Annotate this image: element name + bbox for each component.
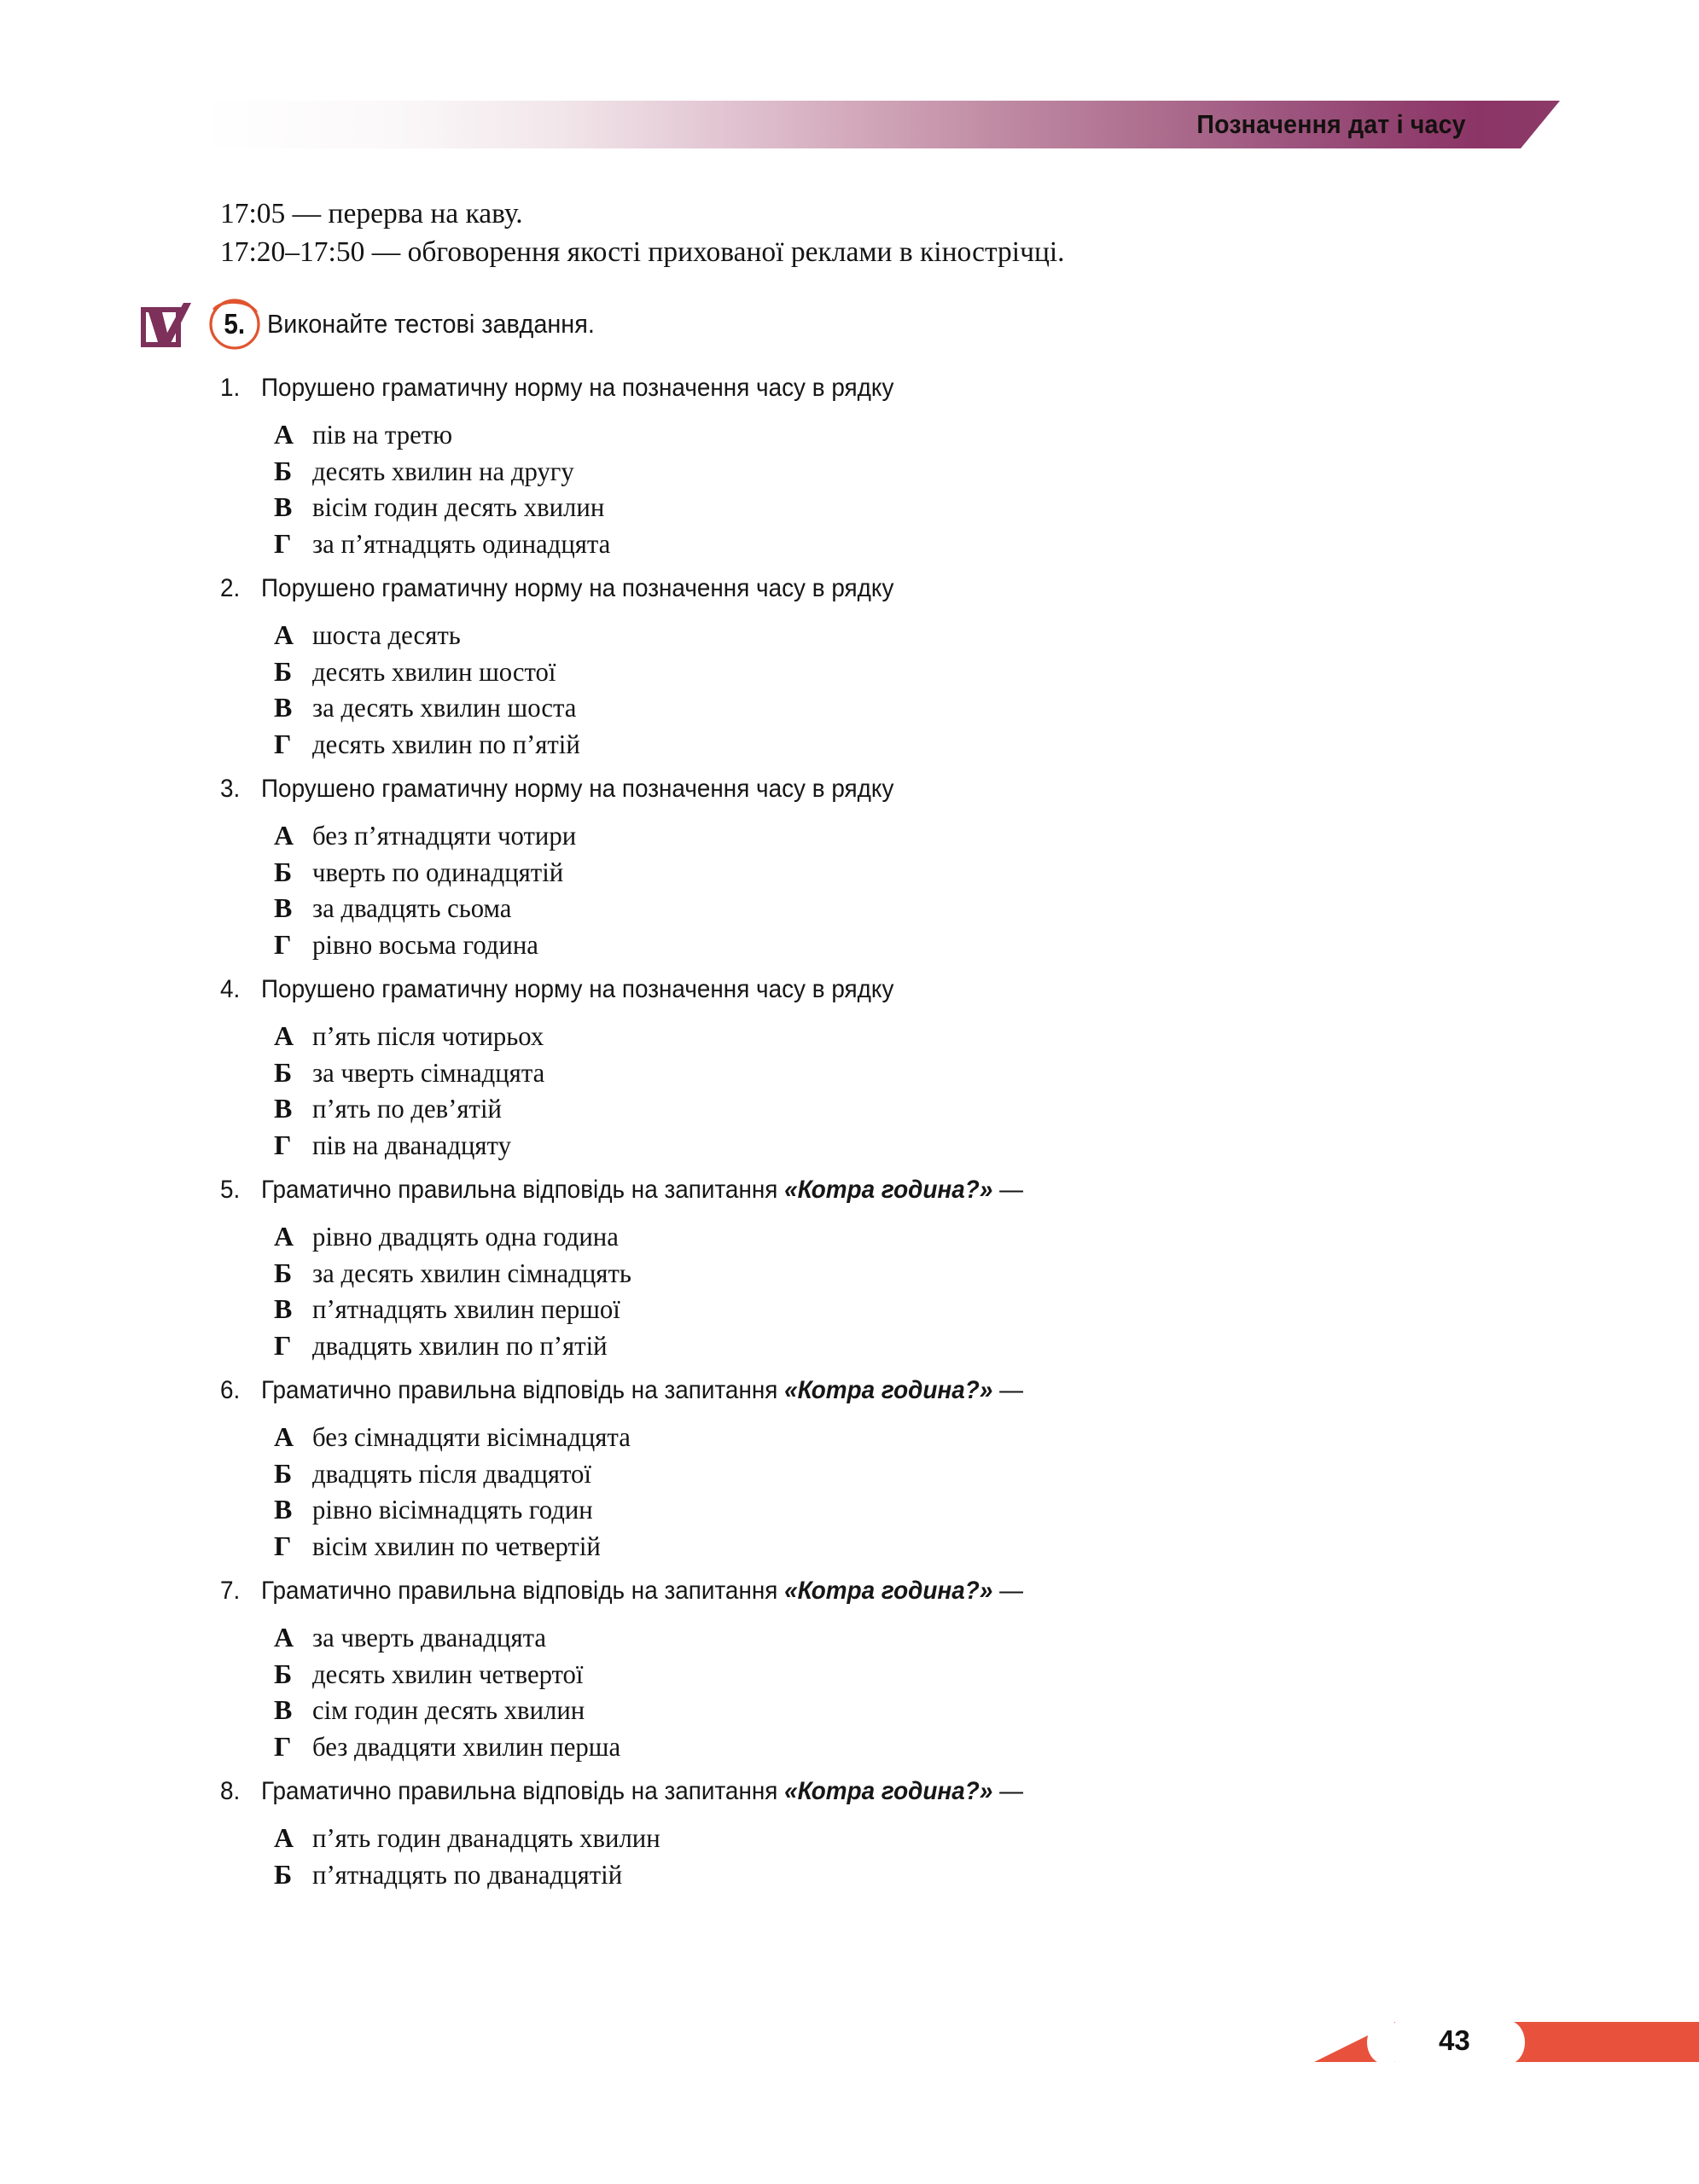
answer-option[interactable]	[274, 526, 1500, 562]
answer-option[interactable]	[274, 1291, 1500, 1327]
page-footer	[1314, 2022, 1699, 2063]
answer-option[interactable]	[274, 817, 1500, 854]
answer-option[interactable]	[274, 453, 1500, 490]
question-block	[220, 1376, 1500, 1564]
answer-option[interactable]	[274, 854, 1500, 891]
answer-option-letter: А	[274, 820, 294, 851]
question-block	[220, 1176, 1500, 1363]
answer-option-text: десять хвилин по п’ятій	[312, 728, 580, 759]
question-prompt-plain: Граматично правильна відповідь на запитання	[261, 1577, 785, 1605]
question-number: 6.	[220, 1376, 241, 1404]
answer-option[interactable]	[274, 1856, 1500, 1893]
answer-option-text: двадцять хвилин по п’ятій	[312, 1329, 608, 1361]
answer-option-letter: А	[274, 1221, 294, 1252]
answer-options	[274, 1820, 1500, 1892]
question-prompt	[261, 1376, 1023, 1405]
intro-line: 17:20–17:50 — обговорення якості прихованої реклами в кінострічці.	[220, 236, 1065, 268]
answer-option-text: за двадцять сьома	[312, 892, 512, 923]
answer-option[interactable]	[274, 1127, 1500, 1164]
answer-option-text: вісім хвилин по четвертій	[312, 1530, 601, 1561]
question-prompt-emphasis: «Котра година?»	[784, 1777, 993, 1805]
question-prompt	[261, 975, 893, 1004]
question-block	[220, 1777, 1500, 1892]
answer-option-letter: В	[274, 1293, 293, 1324]
answer-option-letter: Б	[274, 1257, 293, 1288]
answer-option-letter: А	[274, 1822, 294, 1853]
answer-option-letter: Б	[274, 1457, 293, 1489]
question-prompt	[261, 574, 893, 603]
question-prompt-tail: —	[992, 1577, 1024, 1605]
answer-option-text: пів на дванадцяту	[312, 1129, 511, 1160]
answer-option-text: п’ять після чотирьох	[312, 1020, 544, 1051]
answer-option[interactable]	[274, 689, 1500, 726]
answer-option-letter: В	[274, 491, 293, 522]
answer-option-letter: Б	[274, 655, 293, 687]
question-number: 4.	[220, 975, 241, 1003]
answer-option[interactable]	[274, 617, 1500, 653]
page-header-banner	[203, 101, 1560, 148]
question-header	[220, 1777, 1500, 1806]
answer-option-text: за десять хвилин сімнадцять	[312, 1257, 631, 1288]
answer-option-letter: Б	[274, 1858, 293, 1890]
question-number: 1.	[220, 374, 241, 402]
checkmark-box-icon	[139, 298, 194, 351]
question-prompt	[261, 1777, 1023, 1806]
intro-text-block	[220, 195, 1458, 271]
question-block	[220, 1577, 1500, 1764]
answer-option[interactable]	[274, 726, 1500, 763]
answer-option-letter: А	[274, 419, 294, 450]
question-header	[220, 775, 1500, 804]
answer-option[interactable]	[274, 1327, 1500, 1364]
question-prompt	[261, 775, 893, 804]
answer-option-text: за десять хвилин шоста	[312, 692, 577, 723]
answer-options	[274, 817, 1500, 962]
answer-option-text: вісім годин десять хвилин	[312, 491, 605, 522]
answer-option[interactable]	[274, 1619, 1500, 1656]
answer-option-text: рівно вісімнадцять годин	[312, 1494, 593, 1525]
answer-option-text: рівно двадцять одна година	[312, 1221, 619, 1252]
answer-option-letter: Г	[274, 728, 292, 759]
answer-option[interactable]	[274, 1656, 1500, 1693]
question-prompt-tail: —	[992, 1176, 1024, 1204]
answer-option-letter: А	[274, 1421, 294, 1452]
question-prompt-plain: Порушено граматичну норму на позначення часу в рядку	[261, 374, 894, 402]
answer-option-text: п’ять по дев’ятій	[312, 1093, 502, 1124]
question-header	[220, 1376, 1500, 1405]
question-prompt	[261, 374, 893, 403]
question-prompt-plain: Порушено граматичну норму на позначення часу в рядку	[261, 775, 894, 803]
answer-option[interactable]	[274, 926, 1500, 963]
page-number: 43	[1439, 2024, 1470, 2056]
answer-options	[274, 1218, 1500, 1363]
question-prompt-plain: Граматично правильна відповідь на запитання	[261, 1376, 785, 1404]
answer-option-letter: А	[274, 1622, 294, 1653]
answer-options	[274, 1018, 1500, 1163]
question-number: 5.	[220, 1176, 241, 1204]
question-header	[220, 1577, 1500, 1606]
answer-option-text: п’ятнадцять хвилин першої	[312, 1293, 620, 1324]
answer-options	[274, 617, 1500, 762]
page-title: Позначення дат і часу	[1196, 109, 1466, 139]
answer-option-text: двадцять після двадцятої	[312, 1457, 591, 1489]
question-prompt	[261, 1577, 1023, 1606]
footer-bar-notch	[1489, 2020, 1525, 2065]
answer-option-text: без п’ятнадцяти чотири	[312, 820, 577, 851]
answer-option-letter: Б	[274, 1658, 293, 1689]
answer-options	[274, 416, 1500, 561]
answer-option-text: десять хвилин четвертої	[312, 1658, 584, 1689]
footer-wedge-notch	[1367, 2020, 1405, 2065]
answer-option[interactable]	[274, 1018, 1500, 1054]
answer-option[interactable]	[274, 1491, 1500, 1528]
question-block	[220, 574, 1500, 762]
question-prompt-plain: Граматично правильна відповідь на запитання	[261, 1777, 785, 1805]
question-header	[220, 574, 1500, 603]
answer-options	[274, 1619, 1500, 1764]
answer-option-text: чверть по одинадцятій	[312, 856, 564, 887]
answer-options	[274, 1419, 1500, 1564]
answer-option[interactable]	[274, 416, 1500, 453]
question-prompt-tail: —	[992, 1777, 1024, 1805]
answer-option-letter: В	[274, 692, 293, 723]
answer-option-letter: Г	[274, 928, 292, 960]
question-block	[220, 975, 1500, 1163]
answer-option[interactable]	[274, 1255, 1500, 1292]
answer-option[interactable]	[274, 1054, 1500, 1091]
answer-option-text: за чверть дванадцята	[312, 1622, 547, 1653]
answer-option[interactable]	[274, 890, 1500, 926]
answer-option[interactable]	[274, 1728, 1500, 1765]
answer-option-text: п’ятнадцять по дванадцятій	[312, 1858, 623, 1890]
answer-option-letter: Б	[274, 856, 293, 887]
answer-option-letter: А	[274, 1020, 294, 1051]
answer-option[interactable]	[274, 1528, 1500, 1565]
task-number: 5.	[224, 308, 246, 340]
answer-option-text: сім годин десять хвилин	[312, 1694, 585, 1725]
question-prompt-tail: —	[992, 1376, 1024, 1404]
questions-list	[220, 374, 1500, 1905]
answer-option[interactable]	[274, 1218, 1500, 1255]
answer-option-text: без двадцяти хвилин перша	[312, 1730, 621, 1762]
answer-option-text: рівно восьма година	[312, 928, 538, 960]
answer-option-letter: Г	[274, 1530, 292, 1561]
answer-option-letter: Б	[274, 1056, 293, 1088]
answer-option[interactable]	[274, 1419, 1500, 1455]
answer-option-letter: В	[274, 1494, 293, 1525]
question-prompt-plain: Порушено граматичну норму на позначення часу в рядку	[261, 574, 894, 602]
question-block	[220, 374, 1500, 561]
answer-option-text: за п’ятнадцять одинадцята	[312, 527, 611, 559]
answer-option-letter: Г	[274, 1329, 292, 1361]
question-prompt-emphasis: «Котра година?»	[784, 1577, 993, 1605]
answer-option-text: пів на третю	[312, 419, 453, 450]
question-header	[220, 1176, 1500, 1205]
question-number: 2.	[220, 574, 241, 602]
question-number: 7.	[220, 1577, 241, 1605]
question-prompt	[261, 1176, 1023, 1205]
question-block	[220, 775, 1500, 962]
question-number: 8.	[220, 1777, 241, 1805]
question-header	[220, 374, 1500, 403]
answer-option[interactable]	[274, 1455, 1500, 1492]
answer-option-text: за чверть сімнадцята	[312, 1056, 545, 1088]
question-number: 3.	[220, 775, 241, 803]
answer-option-letter: В	[274, 1093, 293, 1124]
answer-option-letter: В	[274, 1694, 293, 1725]
footer-bar-shape	[1506, 2022, 1699, 2062]
answer-option-letter: Г	[274, 527, 292, 559]
answer-option-letter: Б	[274, 455, 293, 486]
answer-option[interactable]	[274, 1090, 1500, 1127]
answer-option[interactable]	[274, 653, 1500, 690]
task-number-badge	[206, 298, 264, 351]
task-heading	[139, 290, 620, 358]
answer-option[interactable]	[274, 489, 1500, 526]
answer-option-letter: А	[274, 619, 294, 650]
answer-option-letter: Г	[274, 1730, 292, 1762]
answer-option-text: шоста десять	[312, 619, 461, 650]
answer-option-text: десять хвилин шостої	[312, 655, 556, 687]
task-instruction: Виконайте тестові завдання.	[267, 309, 595, 339]
answer-option-text: п’ять годин дванадцять хвилин	[312, 1822, 660, 1853]
intro-line: 17:05 — перерва на каву.	[220, 198, 523, 229]
question-prompt-plain: Граматично правильна відповідь на запитання	[261, 1176, 785, 1204]
answer-option-letter: В	[274, 892, 293, 923]
answer-option-letter: Г	[274, 1129, 292, 1160]
answer-option-text: без сімнадцяти вісімнадцята	[312, 1421, 631, 1452]
question-prompt-plain: Порушено граматичну норму на позначення часу в рядку	[261, 975, 894, 1003]
answer-option-text: десять хвилин на другу	[312, 455, 574, 486]
question-prompt-emphasis: «Котра година?»	[784, 1176, 993, 1204]
question-header	[220, 975, 1500, 1004]
question-prompt-emphasis: «Котра година?»	[784, 1376, 993, 1404]
answer-option[interactable]	[274, 1820, 1500, 1856]
answer-option[interactable]	[274, 1692, 1500, 1728]
